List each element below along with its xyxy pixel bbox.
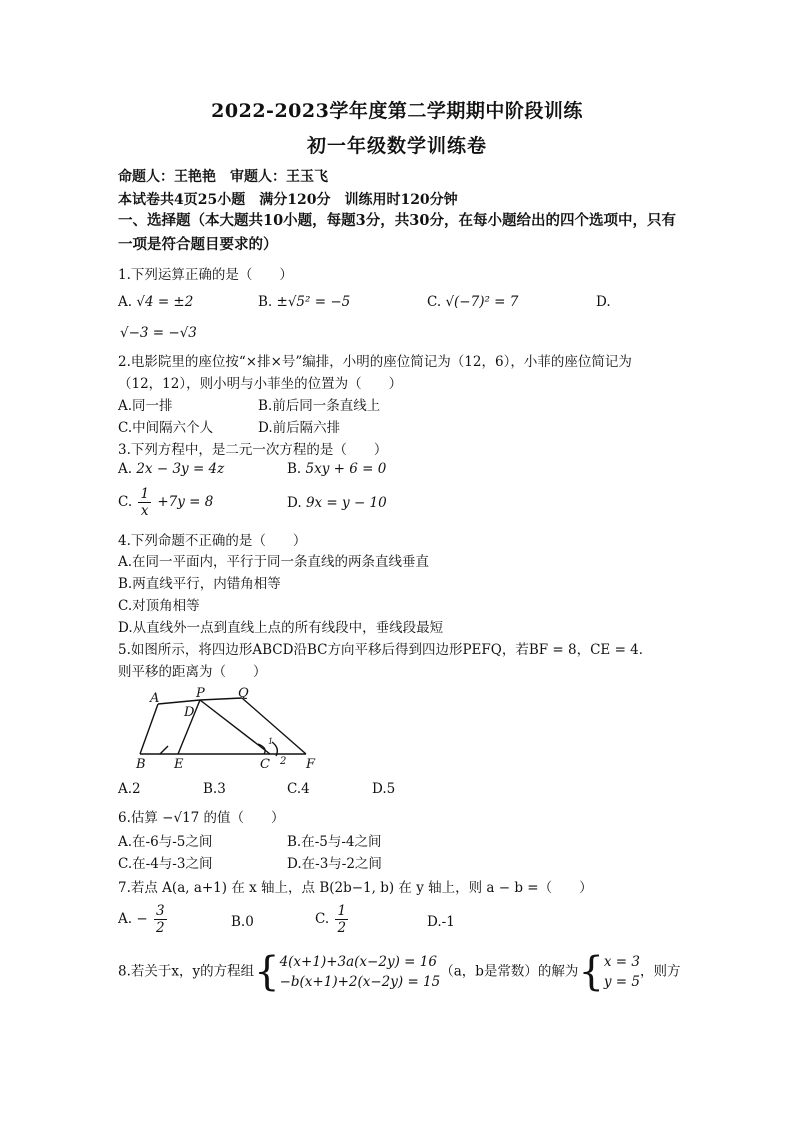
q3-d-label: D. <box>287 495 302 511</box>
q2-option-d: D.前后隔六排 <box>258 420 341 436</box>
q7-c-num: 1 <box>337 903 347 919</box>
q1-b-label: B. <box>258 294 273 310</box>
exam-subtitle: 初一年级数学训练卷 <box>306 135 487 157</box>
q7-c-den: 2 <box>337 920 347 936</box>
q1-c-expr: √(−7)² = 7 <box>445 294 519 310</box>
label-d: D <box>184 705 195 720</box>
q4-option-b: B.两直线平行，内错角相等 <box>118 576 281 592</box>
label-a: A <box>150 691 160 706</box>
label-q: Q <box>238 686 249 701</box>
q4-option-d: D.从直线外一点到直线上点的所有线段中，垂线段最短 <box>118 620 444 636</box>
q7-option-b: B.0 <box>231 914 254 930</box>
q4-option-a: A.在同一平面内，平行于同一条直线的两条直线垂直 <box>118 554 430 570</box>
q7-a-num: 3 <box>155 903 165 919</box>
q6-option-c: C.在-4与-3之间 <box>118 856 213 872</box>
q8-solution <box>604 952 640 992</box>
q3-option-c <box>118 486 213 519</box>
authors-line: 命题人：王艳艳 审题人：王玉飞 <box>118 169 328 185</box>
q7-option-c <box>315 903 350 936</box>
q8-suffix: ，则方 <box>640 963 681 980</box>
label-p: P <box>196 686 205 701</box>
q4-stem: 4.下列命题不正确的是（ ） <box>118 533 307 549</box>
label-b: B <box>136 757 146 772</box>
q3-option-b <box>287 461 386 477</box>
q3-option-a <box>118 461 224 477</box>
q5-option-d: D.5 <box>372 781 396 797</box>
q8-sol1: x = 3 <box>603 954 640 970</box>
q5-option-b: B.3 <box>203 781 226 797</box>
label-e: E <box>174 757 184 772</box>
label-angle-2: 2 <box>280 756 287 767</box>
q5-option-a: A.2 <box>118 781 141 797</box>
q6-option-b: B.在-5与-4之间 <box>287 834 382 850</box>
q1-a-label: A. <box>118 294 133 310</box>
q1-option-a <box>118 294 193 310</box>
q3-c-fraction <box>138 486 151 519</box>
label-c: C <box>260 757 270 772</box>
q1-option-d-label: D. <box>596 294 611 310</box>
segment-ab <box>140 704 158 754</box>
q8-eq2: −b(x+1)+2(x−2y) = 15 <box>279 974 441 990</box>
q8-system-brace: { <box>254 949 280 995</box>
q7-c-label: C. <box>315 911 330 927</box>
q4-option-c: C.对顶角相等 <box>118 598 200 614</box>
exam-title: 2022-2023学年度第二学期期中阶段训练 <box>211 100 583 122</box>
q2-stem-line1: 2.电影院里的座位按“×排×号”编排，小明的座位简记为（12，6），小菲的座位简记为 <box>118 354 632 370</box>
q5-stem-line1: 5.如图所示，将四边形ABCD沿BC方向平移后得到四边形PEFQ，若BF = 8，CE = 4． <box>118 642 653 658</box>
segment-ad <box>158 700 200 704</box>
segment-qf <box>242 698 306 754</box>
q7-option-a <box>118 903 169 936</box>
q3-b-label: B. <box>287 461 302 477</box>
section1-heading: 一、选择题（本大题共10小题，每题3分，共30分，在每小题给出的四个选项中，只有一项是符合题目要求的） <box>118 212 676 253</box>
q2-stem-line2: （12，12），则小明与小菲坐的位置为（ ） <box>118 376 403 392</box>
q1-option-c <box>427 294 518 310</box>
q6-option-a: A.在-6与-5之间 <box>118 834 213 850</box>
q8-stem <box>118 949 681 995</box>
q8-prefix: 8.若关于x，y的方程组 <box>118 963 255 980</box>
q3-a-label: A. <box>118 461 133 477</box>
q8-eq1: 4(x+1)+3a(x−2y) = 16 <box>279 954 437 970</box>
q2-option-a: A.同一排 <box>118 398 173 414</box>
q8-sol2: y = 5 <box>603 974 641 990</box>
exam-info-line: 本试卷共4页25小题 满分120分 训练用时120分钟 <box>118 192 458 208</box>
q3-c-den: x <box>140 503 149 519</box>
q2-option-c: C.中间隔六个人 <box>118 420 214 436</box>
q1-c-label: C. <box>427 294 442 310</box>
q2-option-b: B.前后同一条直线上 <box>258 398 381 414</box>
q7-stem: 7.若点 A(a, a+1) 在 x 轴上，点 B(2b−1, b) 在 y 轴上，则 a − b =（ ） <box>118 880 593 896</box>
q5-stem-line2: 则平移的距离为（ ） <box>118 664 267 680</box>
q3-a-expr: 2x − 3y = 4z <box>136 461 225 477</box>
q5-figure <box>130 686 330 772</box>
q7-c-fraction <box>335 903 348 936</box>
q1-b-expr: ±√5² = −5 <box>276 294 351 310</box>
label-f: F <box>306 757 316 772</box>
segment-dc <box>200 700 270 754</box>
angle-mark-b <box>160 746 168 754</box>
q1-d-expr: √−3 = −√3 <box>120 325 197 341</box>
q3-c-rest: +7y = 8 <box>157 494 214 510</box>
q8-solution-brace: { <box>578 949 604 995</box>
q8-middle: （a，b是常数）的解为 <box>440 963 579 980</box>
q7-a-den: 2 <box>155 920 165 936</box>
q7-a-fraction <box>154 903 167 936</box>
segment-pq <box>200 698 242 700</box>
q1-option-b <box>258 294 350 310</box>
q5-option-c: C.4 <box>287 781 310 797</box>
q3-stem: 3.下列方程中，是二元一次方程的是（ ） <box>118 442 388 458</box>
q1-stem: 1.下列运算正确的是（ ） <box>118 267 293 283</box>
q1-a-expr: √4 = ±2 <box>136 294 194 310</box>
q7-a-sign: − <box>136 911 148 927</box>
q6-option-d: D.在-3与-2之间 <box>287 856 382 872</box>
q8-system <box>280 952 441 992</box>
q6-stem: 6.估算 −√17 的值（ ） <box>118 810 285 826</box>
q3-b-expr: 5xy + 6 = 0 <box>305 461 387 477</box>
q7-option-d: D.-1 <box>427 914 455 930</box>
q7-a-label: A. <box>118 911 133 927</box>
label-angle-1: 1 <box>268 737 274 746</box>
q3-option-d <box>287 495 387 511</box>
q3-d-expr: 9x = y − 10 <box>305 495 387 511</box>
q3-c-label: C. <box>118 494 133 510</box>
q3-c-num: 1 <box>140 486 150 502</box>
